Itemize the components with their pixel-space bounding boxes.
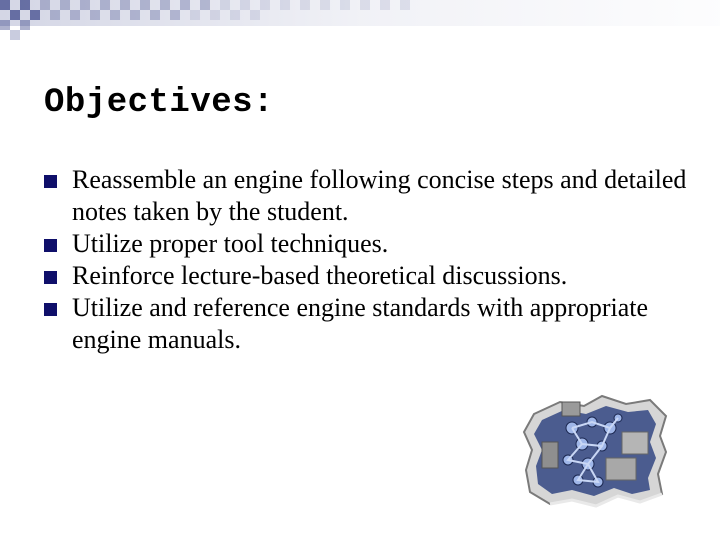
gear-network-clipart-icon — [522, 392, 668, 508]
bullet-item — [0, 292, 720, 356]
bullet-text: Utilize proper tool techniques. — [72, 229, 389, 258]
square-bullet-icon — [44, 175, 57, 188]
bullet-item — [0, 164, 720, 228]
square-bullet-icon — [44, 239, 57, 252]
square-bullet-icon — [44, 271, 57, 284]
header-checker-band — [0, 0, 720, 46]
square-bullet-icon — [44, 303, 57, 316]
bullet-list — [0, 164, 720, 356]
bullet-text: Utilize and reference engine standards with appropriate engine manuals. — [72, 293, 649, 354]
slide-title: Objectives: — [44, 84, 274, 122]
bullet-text: Reassemble an engine following concise steps and detailed notes taken by the student. — [72, 165, 687, 226]
bullet-text: Reinforce lecture-based theoretical discussions. — [72, 261, 568, 290]
bullet-item — [0, 260, 720, 292]
bullet-item — [0, 228, 720, 260]
